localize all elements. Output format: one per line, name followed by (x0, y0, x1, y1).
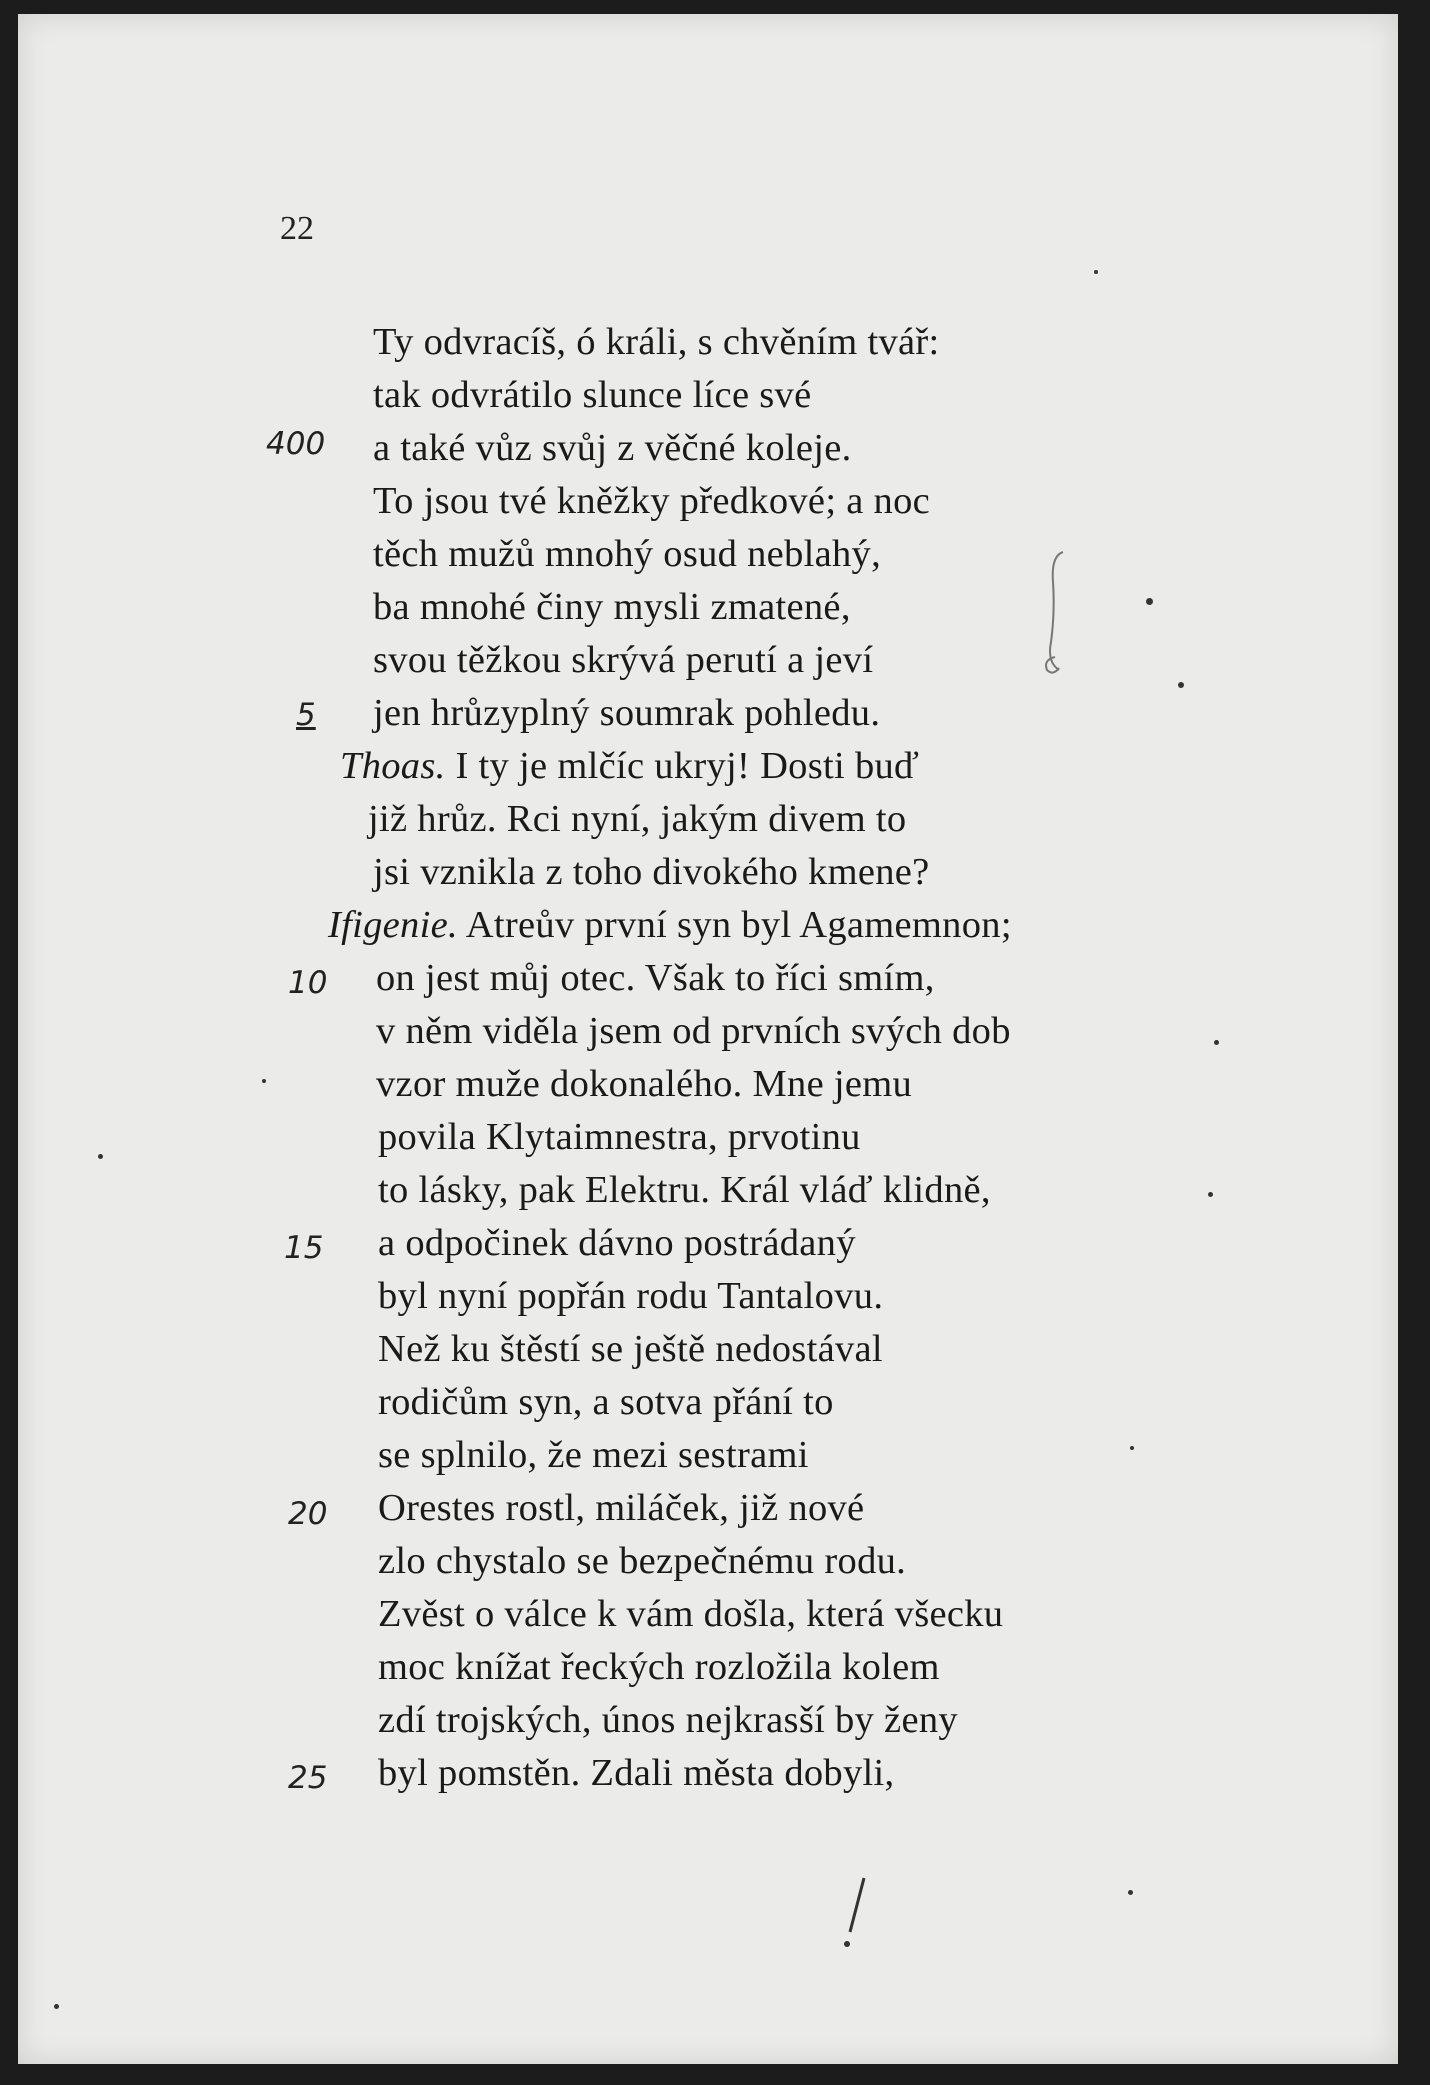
verse-line: jen hrůzyplný soumrak pohledu. (373, 692, 881, 734)
pencil-bracket-mark (1033, 542, 1093, 682)
speaker-name: Ifigenie. (328, 904, 458, 946)
speck-mark (262, 1079, 266, 1083)
speck-mark (1146, 598, 1153, 605)
verse-line: svou těžkou skrývá perutí a jeví (373, 639, 874, 681)
margin-line-number: 15 (284, 1230, 324, 1266)
speck-mark (1130, 1446, 1134, 1450)
speck-mark (1178, 682, 1184, 688)
verse-line: již hrůz. Rci nyní, jakým divem to (368, 798, 907, 840)
verse-line: těch mužů mnohý osud neblahý, (373, 533, 882, 575)
verse-line: Ty odvracíš, ó králi, s chvěním tvář: (373, 321, 940, 363)
verse-line: se splnilo, že mezi sestrami (378, 1434, 809, 1476)
verse-line: byl nyní popřán rodu Tantalovu. (378, 1275, 884, 1317)
verse-line: byl pomstěn. Zdali města dobyli, (378, 1752, 895, 1794)
verse-text (18, 14, 1398, 2064)
book-page (18, 14, 1398, 2064)
verse-line: a také vůz svůj z věčné koleje. (373, 427, 852, 469)
verse-line: to lásky, pak Elektru. Král vláď klidně, (378, 1169, 991, 1211)
verse-line: Orestes rostl, miláček, již nové (378, 1487, 865, 1529)
verse-line: ba mnohé činy mysli zmatené, (373, 586, 851, 628)
verse-line: Zvěst o válce k vám došla, která všecku (378, 1593, 1004, 1635)
verse-line: Než ku štěstí se ještě nedostával (378, 1328, 883, 1370)
verse-line: zlo chystalo se bezpečnému rodu. (378, 1540, 907, 1582)
verse-line: jsi vznikla z toho divokého kmene? (373, 851, 930, 893)
verse-line: on jest můj otec. Však to říci smím, (376, 957, 935, 999)
page-number: 22 (280, 210, 314, 247)
speaker-name: Thoas. (340, 745, 446, 787)
verse-line: tak odvrátilo slunce líce své (373, 374, 812, 416)
speck-mark (1214, 1040, 1219, 1045)
speck-mark (1208, 1192, 1213, 1197)
verse-line: Ifigenie. Atreův první syn byl Agamemnon; (328, 904, 1012, 946)
verse-line: To jsou tvé kněžky předkové; a noc (373, 480, 931, 522)
verse-line: vzor muže dokonalého. Mne jemu (376, 1063, 913, 1105)
verse-line: Thoas. I ty je mlčíc ukryj! Dosti buď (340, 745, 920, 787)
verse-line: a odpočinek dávno postrádaný (378, 1222, 856, 1264)
margin-line-number: 20 (288, 1496, 328, 1532)
margin-line-number: 10 (288, 965, 328, 1001)
verse-line: povila Klytaimnestra, prvotinu (378, 1116, 861, 1158)
verse-line: zdí trojských, únos nejkrasší by ženy (378, 1699, 958, 1741)
margin-line-number: 25 (288, 1760, 328, 1796)
speck-mark (54, 2004, 59, 2009)
speck-mark (1094, 270, 1098, 274)
margin-line-number: 5 (296, 697, 316, 733)
margin-line-number: 400 (266, 426, 326, 462)
speck-mark (98, 1154, 103, 1159)
pencil-stroke-mark (836, 1874, 876, 1954)
verse-line: v něm viděla jsem od prvních svých dob (376, 1010, 1011, 1052)
verse-line: rodičům syn, a sotva přání to (378, 1381, 834, 1423)
verse-line: moc knížat řeckých rozložila kolem (378, 1646, 940, 1688)
speck-mark (1128, 1890, 1133, 1895)
